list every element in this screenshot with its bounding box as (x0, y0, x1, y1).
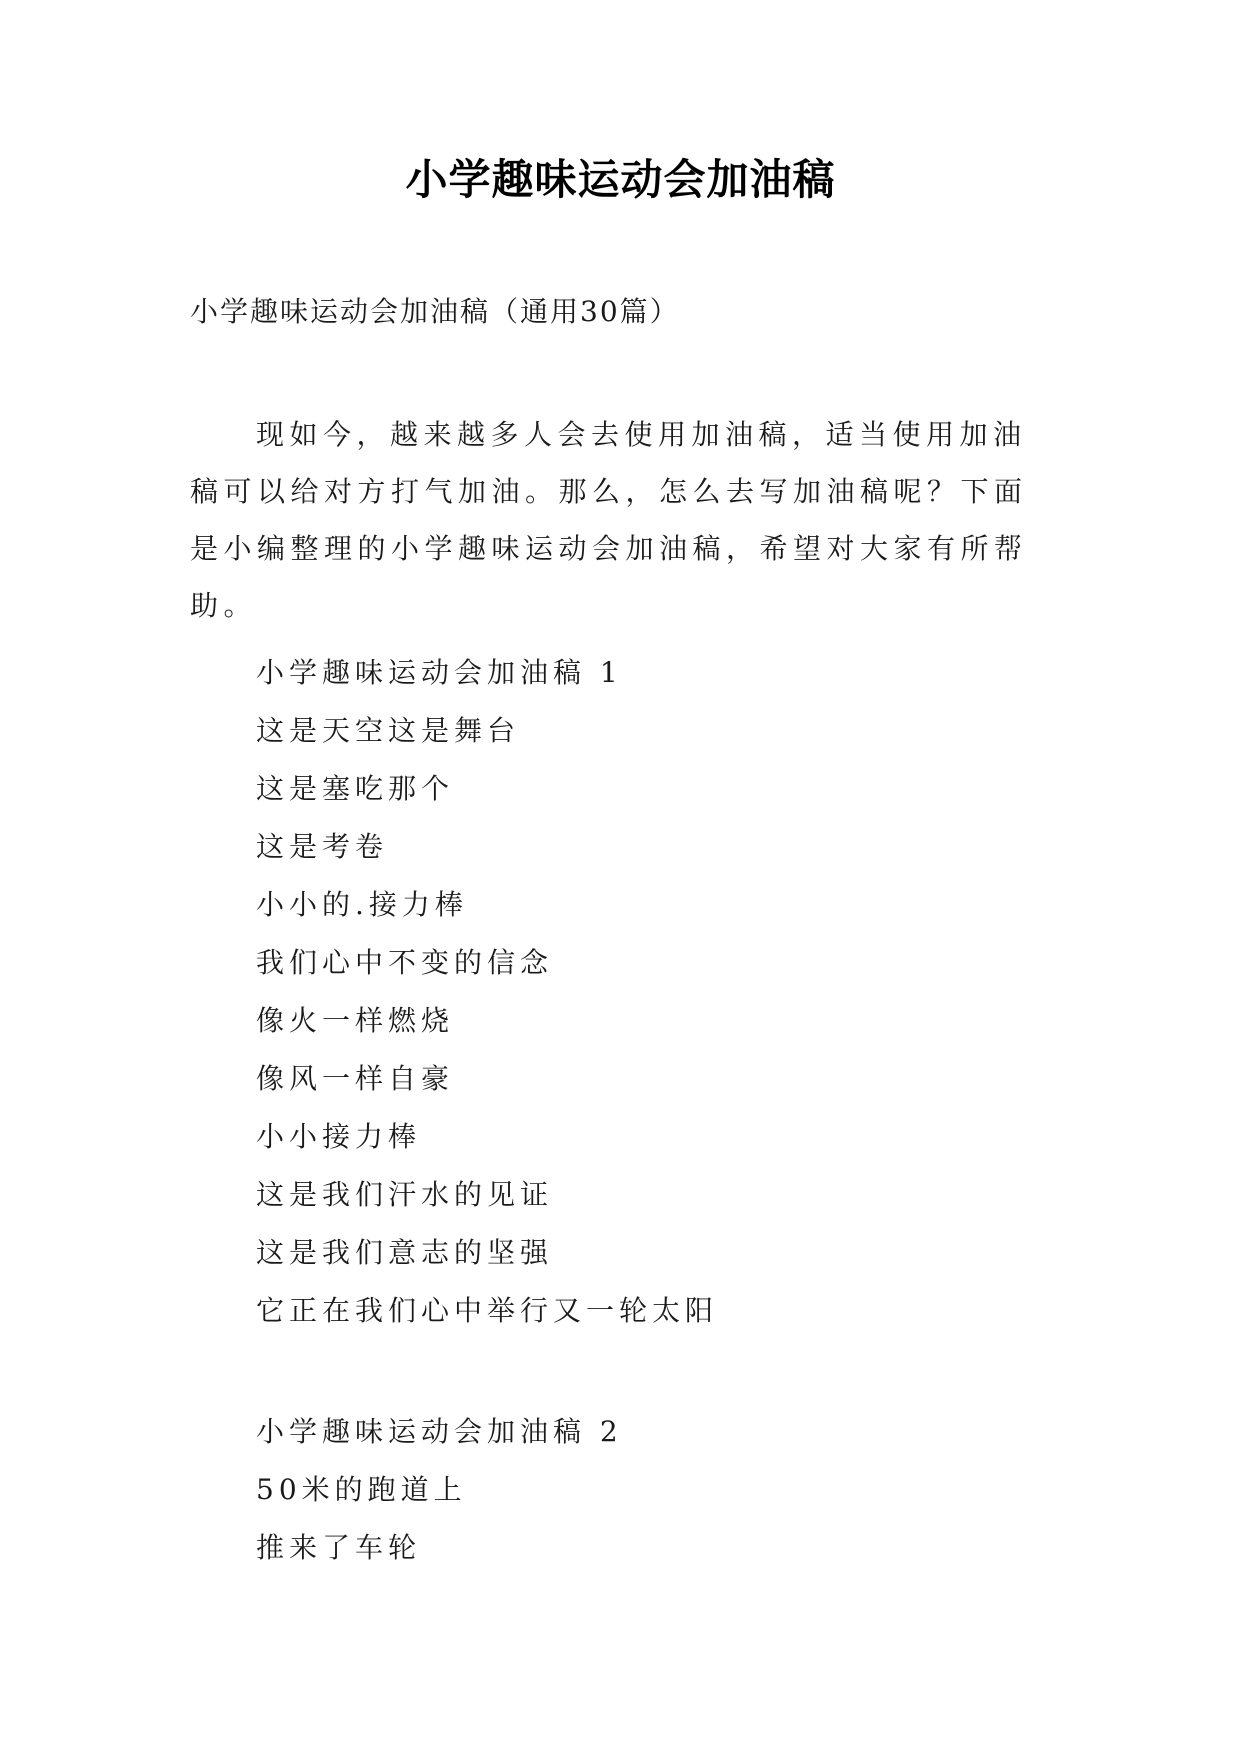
document-subtitle: 小学趣味运动会加油稿（通用30篇） (190, 295, 680, 328)
document-title: 小学趣味运动会加油稿 (405, 155, 836, 204)
poem-line: 这是我们汗水的见证 (256, 1178, 554, 1211)
poem-section-2 (256, 1403, 623, 1577)
poem-line: 这是我们意志的坚强 (256, 1236, 554, 1269)
intro-paragraph: 现如今，越来越多人会去使用加油稿，适当使用加油稿可以给对方打气加油。那么，怎么去写加油稿呢？下面是小编整理的小学趣味运动会加油稿，希望对大家有所帮助。 (190, 418, 1028, 622)
poem-line: 推来了车轮 (256, 1531, 422, 1564)
poem-line: 我们心中不变的信念 (256, 946, 554, 979)
poem-line: 这是天空这是舞台 (256, 714, 521, 747)
poem-line: 像火一样燃烧 (256, 1004, 455, 1037)
poem-line: 它正在我们心中举行又一轮太阳 (256, 1294, 719, 1327)
poem-line: 小小的.接力棒 (256, 888, 468, 921)
poem-line: 这是考卷 (256, 830, 389, 863)
poem-line: 这是塞吃那个 (256, 772, 455, 805)
poem-line: 小小接力棒 (256, 1120, 422, 1153)
poem-line: 像风一样自豪 (256, 1062, 455, 1095)
poem-line: 50米的跑道上 (256, 1473, 467, 1506)
poem-heading: 小学趣味运动会加油稿 1 (256, 656, 623, 689)
poem-heading: 小学趣味运动会加油稿 2 (256, 1415, 623, 1448)
poem-section-1 (256, 644, 718, 1340)
